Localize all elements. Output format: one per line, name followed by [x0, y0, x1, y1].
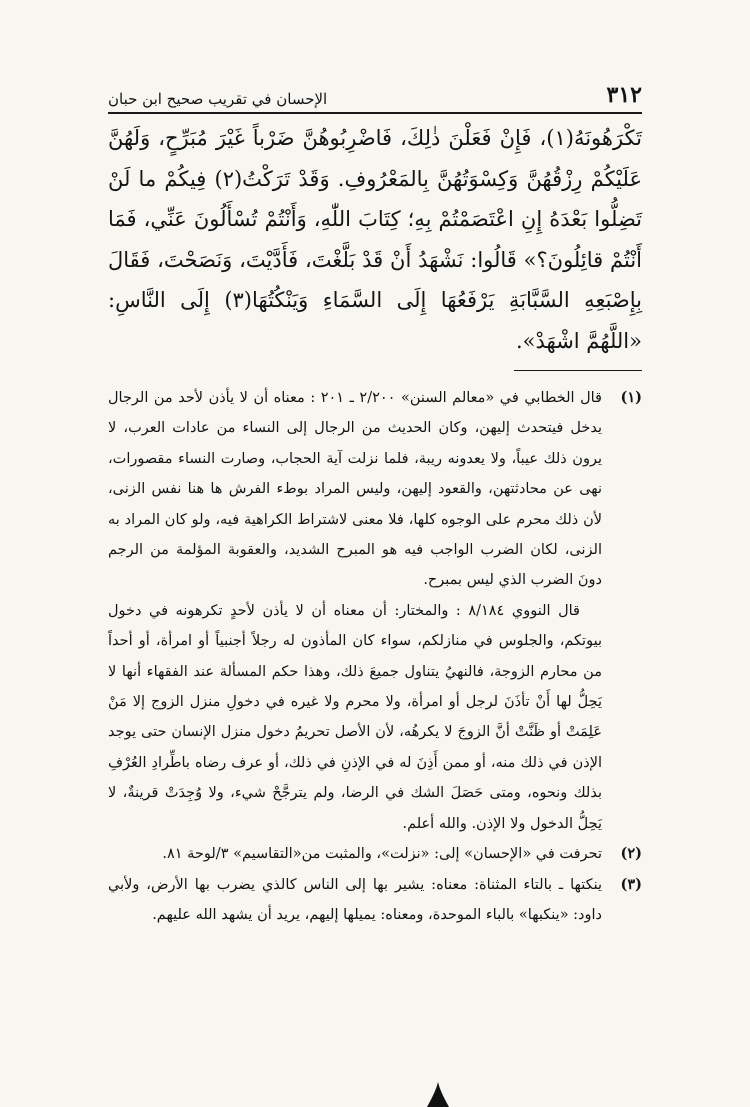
- footnotes-section: [108, 383, 642, 930]
- footnote-paragraph: تحرفت في «الإحسان» إلى: «نزلت»، والمثبت من«التقاسيم» ٣/لوحة ٨١.: [162, 846, 602, 863]
- page-number: ٣١٢: [606, 82, 642, 108]
- footnote-paragraph: قال الخطابي في «معالم السنن» ٢/٢٠٠ ـ ٢٠١ : معناه أن لا يأذن لأحد من الرجال يدخل فيتحدث إليهن، وكان الحديث من الرجال إلى النساء من عادات العرب، لا يرون ذلك عيباً، ولا يعدونه ريبة، فلما نزلت آية الحجاب، وصارت النساء مقصورات، نهى عن محادثتهن، والقعود إليهن، وليس المراد بوطء الفرش ها هنا نفس الزنى، لأن ذلك محرم على الوجوه كلها، فلا معنى لاشتراط الكراهية فيه، ولو كان المراد به الزنى، لكان الضرب الواجب فيه هو المبرح الشديد، والعقوبة المؤلمة من الرجم دونَ الضرب الذي ليس بمبرح.: [108, 390, 602, 589]
- footnote-2: [108, 839, 642, 869]
- footnote-paragraph: ينكتها ـ بالتاء المثناة: معناه: يشير بها إلى الناس كالذي يضرب بها الأرض، ولأبي داود: «ينكبها» بالباء الموحدة، ومعناه: يميلها إليهم، يريد أن يشهد الله عليهم.: [108, 876, 602, 923]
- footnote-number: (٢): [620, 845, 642, 863]
- footnote-body: [108, 383, 602, 839]
- running-title: الإحسان في تقريب صحيح ابن حبان: [108, 90, 328, 108]
- footnote-paragraph: قال النووي ٨/١٨٤ : والمختار: أن معناه أن لا يأذن لأحدٍ تكرهونه في دخول بيوتكم، والجلوس في منازلكم، سواء كان المأذون له رجلاً أجنبياً أو امرأة، أو أحداً من محارم الزوجة، فالنهيُ يتناول جميعَ ذلك، وهذا حكم المسألة عند الفقهاء أنها لا يَحِلُّ لها أَنْ تأذَنَ لرجل أو امرأة، ولا محرم ولا غيره في دخولِ منزل الزوج إلا مَنْ عَلِمَتْ أو ظَنَّتْ أنَّ الزوجَ لا يكرهُه، لأن الأصل تحريمُ دخول منزل الإنسان حتى يوجد الإذن في ذلك منه، أو ممن أَذِنَ له في الإذنِ في ذلك، أو عرف رضاه باطِّرادِ العُرْفِ بذلك ونحوه، ومتى حَصَلَ الشك في الرضا، ولم يترجَّحْ شيء، ولا وُجِدَتْ قرينةٌ، لا يَحِلُّ الدخول ولا الإذن. والله أعلم.: [108, 602, 602, 832]
- footnote-separator: [514, 370, 642, 371]
- hadith-text: تَكْرَهُونَهُ(١)، فَإِنْ فَعَلْنَ ذٰلِكَ، فَاضْرِبُوهُنَّ ضَرْباً غَيْرَ مُبَرِّحٍ، وَلَهُنَّ عَلَيْكُمْ رِزْقُهُنَّ وَكِسْوَتُهُنَّ بِالمَعْرُوفِ. وَقَدْ تَرَكْتُ(٢) فِيكُمْ ما لَنْ تَضِلُّوا بَعْدَهُ إِنِ اعْتَصَمْتُمْ بِهِ؛ كِتَابَ اللّٰهِ، وَأَنْتُمْ تُسْأَلُونَ عَنِّي، فَمَا أَنْتُمْ قائِلُونَ؟» قَالُوا: نَشْهَدُ أَنْ قَدْ بَلَّغْتَ، فَأَدَّيْتَ، وَنَصَحْتَ، فَقَالَ بِإِصْبَعِهِ السَّبَّابَةِ يَرْفَعُهَا إِلَى السَّمَاءِ وَيَنْكُتُهَا(٣) إِلَى النَّاسِ: «اللَّهُمَّ اشْهَدْ».: [108, 126, 642, 353]
- footnote-number: (٣): [620, 875, 642, 893]
- footnote-body: [108, 870, 602, 931]
- hadith-text-block: [108, 118, 642, 361]
- header-rule: [108, 112, 642, 114]
- footnote-3: [108, 870, 642, 931]
- footnote-number: (١): [620, 389, 642, 406]
- page-header: [108, 72, 642, 108]
- footnote-body: [108, 839, 602, 869]
- page-bottom-mark: [427, 1082, 449, 1107]
- footnote-1: [108, 383, 642, 839]
